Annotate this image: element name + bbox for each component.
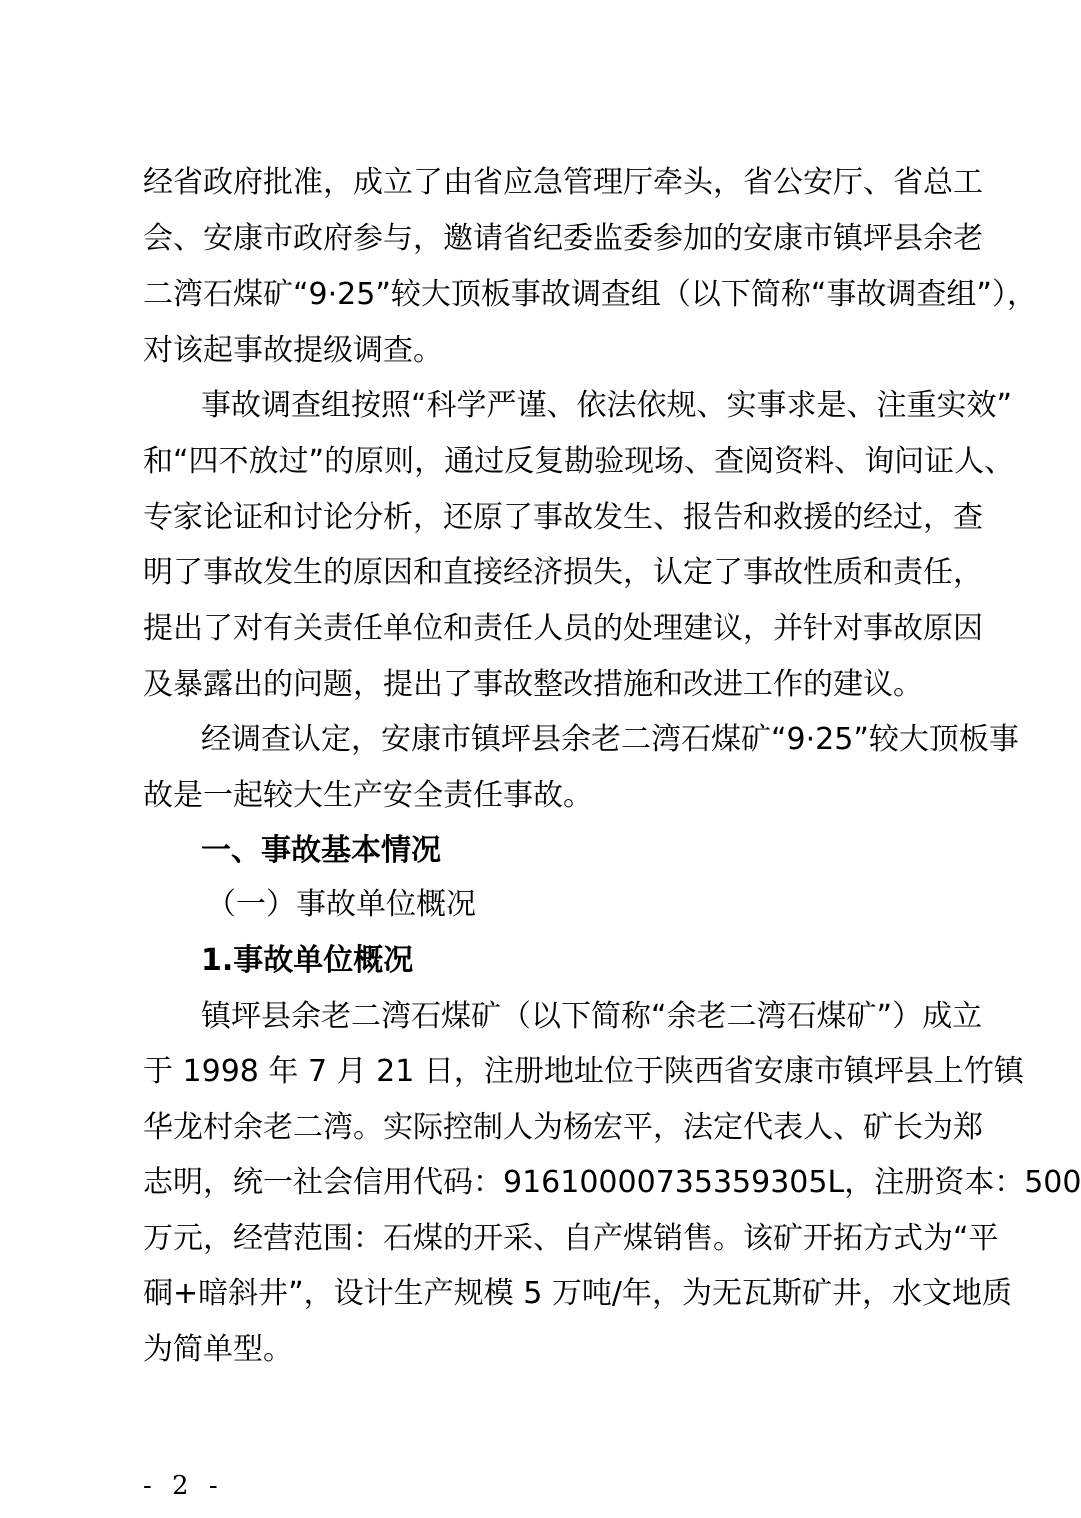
investigation-paragraph-line-4: 明了事故发生的原因和直接经济损失，认定了事故性质和责任， [143,555,983,590]
company-paragraph-line-1: 镇坪县余老二湾石煤矿（以下简称“余老二湾石煤矿”）成立 [201,999,983,1034]
intro-paragraph-line-2: 会、安康市政府参与，邀请省纪委监委参加的安康市镇坪县余老 [143,221,983,256]
investigation-paragraph-line-6: 及暴露出的问题，提出了事故整改措施和改进工作的建议。 [143,667,923,702]
investigation-paragraph-line-1: 事故调查组按照“科学严谨、依法依规、实事求是、注重实效” [201,388,1013,423]
page-number: - 2 - [143,1471,224,1501]
intro-paragraph-line-4: 对该起事故提级调查。 [143,333,443,368]
company-paragraph-line-6: 硐+暗斜井”，设计生产规模 5 万吨/年，为无瓦斯矿井，水文地质 [143,1276,1012,1311]
company-paragraph-line-2: 于 1998 年 7 月 21 日，注册地址位于陕西省安康市镇坪县上竹镇 [143,1054,1024,1089]
company-paragraph-line-4: 志明，统一社会信用代码：91610000735359305L，注册资本：500 [143,1165,1081,1200]
investigation-paragraph-line-2: 和“四不放过”的原则，通过反复勘验现场、查阅资料、询问证人、 [143,444,1015,479]
numbered-heading: 1.事故单位概况 [201,943,414,978]
conclusion-paragraph-line-2: 故是一起较大生产安全责任事故。 [143,778,593,813]
investigation-paragraph-line-3: 专家论证和讨论分析，还原了事故发生、报告和救援的经过，查 [143,500,983,535]
company-paragraph-line-5: 万元，经营范围：石煤的开采、自产煤销售。该矿开拓方式为“平 [143,1221,999,1256]
investigation-paragraph-line-5: 提出了对有关责任单位和责任人员的处理建议，并针对事故原因 [143,611,983,646]
conclusion-paragraph-line-1: 经调查认定，安康市镇坪县余老二湾石煤矿“9·25”较大顶板事 [201,722,1019,757]
intro-paragraph-line-1: 经省政府批准，成立了由省应急管理厅牵头，省公安厅、省总工 [143,165,983,200]
company-paragraph-line-7: 为简单型。 [143,1332,293,1367]
company-paragraph-line-3: 华龙村余老二湾。实际控制人为杨宏平，法定代表人、矿长为郑 [143,1110,983,1145]
subsection-heading: （一）事故单位概况 [206,887,476,922]
section-heading: 一、事故基本情况 [201,833,441,868]
intro-paragraph-line-3: 二湾石煤矿“9·25”较大顶板事故调查组（以下简称“事故调查组”）， [143,277,1037,312]
